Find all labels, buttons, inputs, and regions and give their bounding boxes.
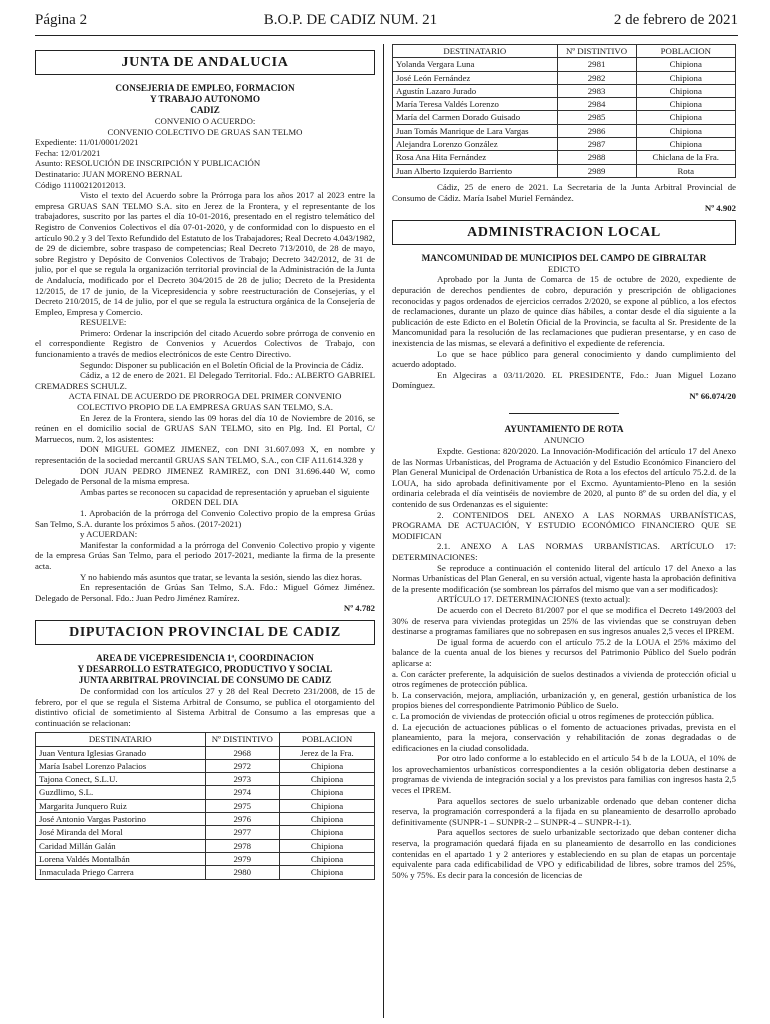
mancomunidad-title: MANCOMUNIDAD DE MUNICIPIOS DEL CAMPO DE GIBRALTAR bbox=[421, 252, 707, 263]
table-row bbox=[36, 866, 375, 879]
table-row bbox=[393, 71, 736, 84]
paragraph: De conformidad con los artículos 27 y 28 del Real Decreto 231/2008, de 15 de febrero, por el que se regula el Sistema Arbitral de Consumo, se publica el otorgamiento del distintivo oficial de sometimiento al Sistema Arbitral de Consumo a las empresas que a continuación se relacionan: bbox=[35, 685, 375, 728]
cell-destinatario: Juan Alberto Izquierdo Barriento bbox=[393, 164, 558, 177]
cell-poblacion: Chiclana de la Fra. bbox=[636, 151, 736, 164]
list-item: a. Con carácter preferente, la adquisición de suelos destinados a vivienda de protección oficial u otros regímenes de protección pública. bbox=[392, 668, 736, 690]
cell-distintivo: 2972 bbox=[205, 759, 280, 772]
cell-poblacion: Chipiona bbox=[636, 71, 736, 84]
cell-poblacion: Chipiona bbox=[636, 98, 736, 111]
cell-poblacion: Chipiona bbox=[280, 866, 375, 879]
cell-destinatario: Juan Tomás Manrique de Lara Vargas bbox=[393, 124, 558, 137]
cell-destinatario: Guzdlimo, S.L. bbox=[36, 786, 206, 799]
left-column bbox=[35, 44, 375, 1018]
table-row bbox=[36, 799, 375, 812]
cell-distintivo: 2978 bbox=[205, 839, 280, 852]
paragraph: Expdte. Gestiona: 820/2020. La Innovación-Modificación del artículo 17 del Anexo de las Normas Urbanísticas, del Programa de Actuación y del Estudio Económico Financiero del Plan General Municipal de Ordenación Urbanística de Rota a los efectos del artículo 75.2.d. de la LOUA, ha sido aprobada definitivamente por el Excmo. Ayuntamiento-Pleno en la sesión ordinaria celebrada el día veintiséis de noviembre de 2020, al punto 8º de su orden del día, y el contenido de sus Ordenanzas es el siguiente: bbox=[392, 446, 736, 510]
cell-destinatario: Rosa Ana Hita Fernández bbox=[393, 151, 558, 164]
column-divider bbox=[383, 44, 384, 1018]
cell-distintivo: 2968 bbox=[205, 746, 280, 759]
table-row bbox=[393, 58, 736, 71]
cell-distintivo: 2987 bbox=[557, 138, 636, 151]
paragraph: 1. Aprobación de la prórroga del Convenio Colectivo propio de la empresa Grúas San Telmo, S.A. durante los próximos 5 años. (2017-2021) bbox=[35, 507, 375, 529]
cell-poblacion: Rota bbox=[636, 164, 736, 177]
page-number: Página 2 bbox=[35, 12, 88, 28]
paragraph: Se reproduce a continuación el contenido literal del artículo 17 del Anexo a las Normas Urbanísticas del Plan General, en su versión actual, vigente hasta la aprobación definitiva de la presente modificación (se sombrean los párrafos del mismo que van a ser modificados): bbox=[392, 562, 736, 594]
org-line: CONSEJERIA DE EMPLEO, FORMACION bbox=[115, 83, 295, 93]
cell-destinatario: Inmaculada Priego Carrera bbox=[36, 866, 206, 879]
cell-distintivo: 2981 bbox=[557, 58, 636, 71]
separator-line bbox=[509, 413, 619, 414]
area-line: JUNTA ARBITRAL PROVINCIAL DE CONSUMO DE CADIZ bbox=[78, 674, 332, 685]
table-row bbox=[393, 124, 736, 137]
cell-poblacion: Chipiona bbox=[280, 813, 375, 826]
cell-poblacion: Chipiona bbox=[280, 839, 375, 852]
table-row bbox=[393, 84, 736, 97]
cell-distintivo: 2988 bbox=[557, 151, 636, 164]
resuelve-heading: RESUELVE: bbox=[80, 317, 127, 328]
meta-line: Código 11100212012013. bbox=[35, 179, 126, 190]
list-item: b. La conservación, mejora, ampliación, urbanización y, en general, gestión urbanística de los propios bienes del correspondiente Patrimonio Público de Suelo. bbox=[392, 689, 736, 711]
cell-destinatario: María Teresa Valdés Lorenzo bbox=[393, 98, 558, 111]
table-row bbox=[36, 759, 375, 772]
orden-heading: ORDEN DEL DIA bbox=[171, 497, 239, 508]
ayuntamiento-title: AYUNTAMIENTO DE ROTA bbox=[504, 424, 624, 435]
list-item: d. La ejecución de actuaciones públicas o el fomento de actuaciones privadas, prevista en el planeamiento, para la mejora, conservación y rehabilitación de zonas degradadas o de edificaciones en la ciudad consolidada. bbox=[392, 721, 736, 753]
edicto-heading: EDICTO bbox=[548, 263, 580, 274]
table-header-row bbox=[393, 45, 736, 58]
cell-poblacion: Chipiona bbox=[280, 826, 375, 839]
meta-line: Asunto: RESOLUCIÓN DE INSCRIPCIÓN Y PUBLICACIÓN bbox=[35, 158, 261, 169]
paragraph: Primero: Ordenar la inscripción del citado Acuerdo sobre prórroga de convenio en el correspondiente Registro de Convenios y Acuerdos Colectivos de Trabajo, con funcionamiento a través de medios electrónicos de este Centro Directivo. bbox=[35, 327, 375, 360]
cell-distintivo: 2986 bbox=[557, 124, 636, 137]
paragraph: De igual forma de acuerdo con el artículo 75.2 de la LOUA el 25% máximo del balance de la cuenta anual de los bienes y recursos del Patrimonio Público del Suelo podrán aplicarse a: bbox=[392, 636, 736, 668]
table-row bbox=[36, 746, 375, 759]
cell-poblacion: Chipiona bbox=[636, 124, 736, 137]
cell-destinatario: José Antonio Vargas Pastorino bbox=[36, 813, 206, 826]
cell-poblacion: Chipiona bbox=[280, 773, 375, 786]
reference-number: Nº 4.782 bbox=[343, 603, 375, 614]
table-row bbox=[36, 773, 375, 786]
cell-destinatario: José León Fernández bbox=[393, 71, 558, 84]
table-row bbox=[36, 813, 375, 826]
org-line: CADIZ bbox=[190, 105, 220, 115]
paragraph: 2. CONTENIDOS DEL ANEXO A LAS NORMAS URBANÍSTICAS, PROGRAMA DE ACTUACIÓN, Y ESTUDIO ECONÓMICO FINANCIERO QUE SE MODIFICAN bbox=[392, 509, 736, 541]
cell-poblacion: Chipiona bbox=[280, 852, 375, 865]
org-line: Y TRABAJO AUTONOMO bbox=[149, 94, 261, 104]
cell-destinatario: Caridad Millán Galán bbox=[36, 839, 206, 852]
col-header-poblacion: POBLACION bbox=[636, 45, 736, 58]
cell-destinatario: Yolanda Vergara Luna bbox=[393, 58, 558, 71]
anuncio-heading: ANUNCIO bbox=[543, 435, 585, 446]
acuerdan-heading: y ACUERDAN: bbox=[80, 529, 138, 540]
cell-poblacion: Chipiona bbox=[280, 759, 375, 772]
meta-line: Expediente: 11/01/0001/2021 bbox=[35, 137, 139, 148]
paragraph: ARTÍCULO 17. DETERMINACIONES (texto actual): bbox=[437, 594, 631, 605]
cell-distintivo: 2980 bbox=[205, 866, 280, 879]
paragraph: Aprobado por la Junta de Comarca de 15 de octubre de 2020, expediente de depuración de derechos pendientes de cobro, depuración y prescripción de obligaciones reconocidas y pagos ordenados de ejercicios cerrados 2/2020, se expone al público, a los efectos de reclamaciones, durante un plazo de quince días hábiles, a contar desde el día siguiente a la publicación de este Edicto en el Boletín Oficial de la Provincia, se faculta al Sr. Presidente de la Mancomunidad para la resolución de las reclamaciones que pudieran presentarse, y en caso de inexistencia de las mismas, se elevará a definitivo el expediente de referencia. bbox=[392, 274, 736, 348]
paragraph: Lo que se hace público para general conocimiento y dando cumplimiento del acuerdo adoptado. bbox=[392, 348, 736, 370]
cell-distintivo: 2974 bbox=[205, 786, 280, 799]
table-row bbox=[393, 164, 736, 177]
col-header-destinatario: DESTINATARIO bbox=[393, 45, 558, 58]
meta-line: Destinatario: JUAN MORENO BERNAL bbox=[35, 168, 183, 179]
col-header-distintivo: Nº DISTINTIVO bbox=[205, 733, 280, 746]
meta-line: Fecha: 12/01/2021 bbox=[35, 147, 101, 158]
section-title-diputacion: DIPUTACION PROVINCIAL DE CADIZ bbox=[35, 620, 375, 645]
cell-distintivo: 2985 bbox=[557, 111, 636, 124]
paragraph: De acuerdo con el Decreto 81/2007 por el que se modifica el Decreto 149/2003 del 30% de reserva para viviendas protegidas un 25% de las viviendas que se construyan deben destinarse a programas familiares que no sobrepasen en sus ingresos anuales 2,5 veces el IPREM. bbox=[392, 604, 736, 637]
section-title-junta: JUNTA DE ANDALUCIA bbox=[35, 50, 375, 75]
table-row bbox=[393, 98, 736, 111]
paragraph: Para aquellos sectores de suelo urbanizable sectorizado que deban contener dicha reserva, la programación quedará fijada en su planeamiento de desarrollo en las condiciones contenidas en el apartado 1 y 2 anteriores y estableciendo en su plan de etapas un porcentaje equivalente para cada edificabilidad de VPO y edificabilidad de libres, sobre tramos del 25%, 50% y 75%. Es decir para la concesión de licencias de bbox=[392, 827, 736, 880]
col-header-destinatario: DESTINATARIO bbox=[36, 733, 206, 746]
cell-destinatario: Juan Ventura Iglesias Granado bbox=[36, 746, 206, 759]
cell-distintivo: 2989 bbox=[557, 164, 636, 177]
cell-destinatario: Margarita Junquero Ruiz bbox=[36, 799, 206, 812]
cell-destinatario: María Isabel Lorenzo Palacios bbox=[36, 759, 206, 772]
list-item: c. La promoción de viviendas de protección oficial u otros regímenes de protección pública. bbox=[392, 710, 714, 721]
cell-poblacion: Jerez de la Fra. bbox=[280, 746, 375, 759]
cell-poblacion: Chipiona bbox=[636, 84, 736, 97]
cell-distintivo: 2982 bbox=[557, 71, 636, 84]
subhead: CONVENIO O ACUERDO: bbox=[154, 116, 256, 126]
subhead: CONVENIO COLECTIVO DE GRUAS SAN TELMO bbox=[107, 126, 303, 137]
paragraph: Manifestar la conformidad a la prórroga del Convenio Colectivo propio y vigente de la empresa Grúas San Telmo, para el periodo 2017-2021, mediante la firma de la presente acta. bbox=[35, 539, 375, 571]
cell-poblacion: Chipiona bbox=[636, 58, 736, 71]
cell-distintivo: 2977 bbox=[205, 826, 280, 839]
col-header-poblacion: POBLACION bbox=[280, 733, 375, 746]
area-line: AREA DE VICEPRESIDENCIA 1ª, COORDINACION bbox=[96, 652, 314, 663]
table-row bbox=[36, 786, 375, 799]
acta-title: ACTA FINAL DE ACUERDO DE PRORROGA DEL PRIMER CONVENIO bbox=[68, 391, 342, 402]
cell-distintivo: 2983 bbox=[557, 84, 636, 97]
cell-poblacion: Chipiona bbox=[636, 111, 736, 124]
paragraph: En Jerez de la Frontera, siendo las 09 horas del día 10 de Noviembre de 2016, se reúnen en el domicilio social de GRUAS SAN TELMO, sito en Plg. Ind. El Portal, C/ Marruecos, num. 2, los asistentes: bbox=[35, 412, 375, 444]
bulletin-title: B.O.P. DE CADIZ NUM. 21 bbox=[263, 12, 438, 28]
paragraph: Cádiz, 25 de enero de 2021. La Secretaria de la Junta Arbitral Provincial de Consumo de Cádiz. María Isabel Muriel Fernández. bbox=[392, 181, 736, 203]
cell-distintivo: 2975 bbox=[205, 799, 280, 812]
paragraph: Ambas partes se reconocen su capacidad de representación y aprueban el siguiente bbox=[80, 486, 370, 497]
area-line: Y DESARROLLO ESTRATEGICO, PRODUCTIVO Y SOCIAL bbox=[77, 663, 333, 674]
cell-destinatario: María del Carmen Dorado Guisado bbox=[393, 111, 558, 124]
cell-destinatario: Tajona Conect, S.L.U. bbox=[36, 773, 206, 786]
cell-distintivo: 2973 bbox=[205, 773, 280, 786]
paragraph: 2.1. ANEXO A LAS NORMAS URBANÍSTICAS. ARTÍCULO 17: DETERMINACIONES: bbox=[392, 541, 736, 562]
section-title-admin-local: ADMINISTRACION LOCAL bbox=[392, 220, 736, 245]
cell-destinatario: Alejandra Lorenzo González bbox=[393, 138, 558, 151]
paragraph: DON MIGUEL GOMEZ JIMENEZ, con DNI 31.607.093 X, en nombre y representación de la sociedad mercantil GRUAS SAN TELMO, S.A., con CIF A11.614.328 y bbox=[35, 444, 375, 465]
cell-destinatario: Agustín Lazaro Jurado bbox=[393, 84, 558, 97]
paragraph: Para aquellos sectores de suelo urbanizable ordenado que deban contener dicha reserva, la programación corresponderá a la fijada en su planeamiento de desarrollo aprobado definitivamente (SUNPR-1 – SUNPR-2 – SUNPR-4 – SUNPR-I-1). bbox=[392, 795, 736, 827]
reference-number: Nº 4.902 bbox=[704, 203, 736, 214]
reference-number: Nº 66.074/20 bbox=[689, 390, 736, 401]
paragraph: Cádiz, a 12 de enero de 2021. El Delegado Territorial. Fdo.: ALBERTO GABRIEL CREMADRES SCHULZ. bbox=[35, 370, 375, 391]
paragraph: En Algeciras a 03/11/2020. EL PRESIDENTE, Fdo.: Juan Miguel Lozano Domínguez. bbox=[392, 369, 736, 391]
paragraph: Visto el texto del Acuerdo sobre la Prórroga para los años 2017 al 2023 entre la empresa GRUAS SAN TELMO S.A. sito en Jerez de la Frontera, y el representante de los trabajadores, suscrito por las partes el día 10-01-2016, presentado en el registro telemático del Registro de Convenios Colectivos el día 07-01-2020, y de conformidad con lo dispuesto en el artículo 90.2 y 3 del Texto Refundido del Estatuto de los Trabajadores; Real Decreto 4.043/1982, de 29 de diciembre, sobre traspaso de competencias; Real Decreto 713/2010, de 28 de mayo, sobre Registro y Depósito de Convenios Colectivos de Trabajo; Decreto 342/2012, de 31 de julio, por el que se regula la organización territorial provincial de la Administración de la Junta de Andalucía, modificado por el Decreto 304/2015 de 28 de julio; Decreto de la Presidenta 12/2015, de 17 de junio, de la Vicepresidencia y sobre reestructuración de Consejerías, y el Decreto 210/2015, de 14 de julio, por el que se regula la estructura orgánica de la Consejería de Empleo, Empresa y Comercio. bbox=[35, 190, 375, 317]
table-row bbox=[36, 852, 375, 865]
cell-destinatario: José Miranda del Moral bbox=[36, 826, 206, 839]
cell-poblacion: Chipiona bbox=[280, 799, 375, 812]
paragraph: Y no habiendo más asuntos que tratar, se levanta la sesión, siendo las diez horas. bbox=[80, 571, 362, 582]
table-row bbox=[393, 111, 736, 124]
page-header bbox=[35, 12, 738, 36]
table-row bbox=[393, 151, 736, 164]
cell-destinatario: Lorena Valdés Montalbán bbox=[36, 852, 206, 865]
distintivo-table-left bbox=[35, 732, 375, 879]
cell-poblacion: Chipiona bbox=[636, 138, 736, 151]
table-row bbox=[36, 826, 375, 839]
col-header-distintivo: Nº DISTINTIVO bbox=[557, 45, 636, 58]
distintivo-table-right bbox=[392, 44, 736, 178]
cell-distintivo: 2984 bbox=[557, 98, 636, 111]
bulletin-date: 2 de febrero de 2021 bbox=[613, 12, 738, 28]
cell-distintivo: 2976 bbox=[205, 813, 280, 826]
table-row bbox=[36, 839, 375, 852]
cell-poblacion: Chipiona bbox=[280, 786, 375, 799]
paragraph: En representación de Grúas San Telmo, S.A. Fdo.: Miguel Gómez Jiménez. Delegado de Personal. Fdo.: Juan Pedro Jiménez Ramírez. bbox=[35, 582, 375, 603]
paragraph: DON JUAN PEDRO JIMENEZ RAMIREZ, con DNI 31.696.440 W, como Delegado de Personal de la misma empresa. bbox=[35, 465, 375, 487]
paragraph: Por otro lado conforme a lo establecido en el artículo 54 b de la LOUA, el 10% de los aprovechamientos urbanísticos correspondientes a la cesión obligatoria deben destinarse a programas de vivienda de integración social y a los previstos para familias con ingresos hasta 2,5 veces el IPREM. bbox=[392, 753, 736, 796]
table-row bbox=[393, 138, 736, 151]
cell-distintivo: 2979 bbox=[205, 852, 280, 865]
table-header-row bbox=[36, 733, 375, 746]
right-column bbox=[392, 44, 736, 1018]
acta-title: COLECTIVO PROPIO DE LA EMPRESA GRUAS SAN TELMO, S.A. bbox=[77, 402, 333, 413]
paragraph: Segundo: Disponer su publicación en el Boletín Oficial de la Provincia de Cádiz. bbox=[80, 359, 364, 370]
